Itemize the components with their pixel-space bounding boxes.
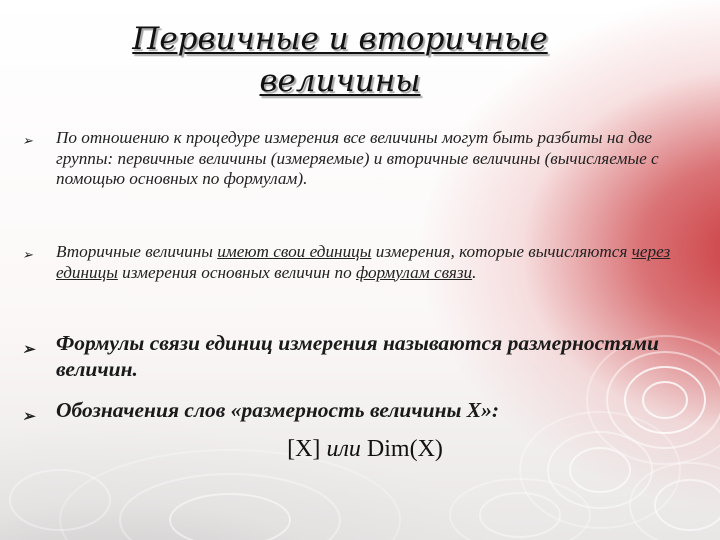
formula-right: Dim(X) — [360, 436, 443, 462]
underlined-phrase: имеют свои единицы — [217, 242, 372, 261]
bullet-text-part: измерения, которые вычисляются — [371, 242, 632, 261]
bullet-item — [22, 398, 676, 425]
arrow-bullet-icon: ➢ — [22, 247, 33, 262]
bullet-item — [22, 128, 676, 190]
underlined-phrase: через единицы — [56, 242, 671, 282]
bullet-text: По отношению к процедуре измерения все величины могут быть разбиты на две группы: первичные величины (измеряемые) и вторичные величины (вычисляемые с помощью основных по формулам). — [56, 128, 659, 189]
bullet-text-part: Вторичные величины — [56, 242, 218, 261]
formula-left: [X] — [287, 436, 327, 462]
slide-title: Первичные и вторичные величины — [132, 21, 548, 99]
bullet-text: Обозначения слов «размерность величины X»: — [56, 398, 500, 422]
bullet-text-part: . — [472, 262, 477, 282]
bullet-item — [22, 331, 676, 382]
formula-line — [0, 436, 720, 463]
bullet-text: Формулы связи единиц измерения называются размерностями величин. — [56, 331, 659, 381]
arrow-bullet-icon: ➢ — [22, 133, 33, 148]
bullet-item — [22, 242, 676, 283]
arrow-bullet-icon: ➢ — [22, 342, 35, 358]
bullet-text-part: измерения основных величин по — [117, 262, 356, 282]
arrow-bullet-icon: ➢ — [22, 409, 35, 425]
underlined-phrase: формулам связи — [355, 262, 473, 282]
formula-middle: или — [326, 436, 361, 462]
